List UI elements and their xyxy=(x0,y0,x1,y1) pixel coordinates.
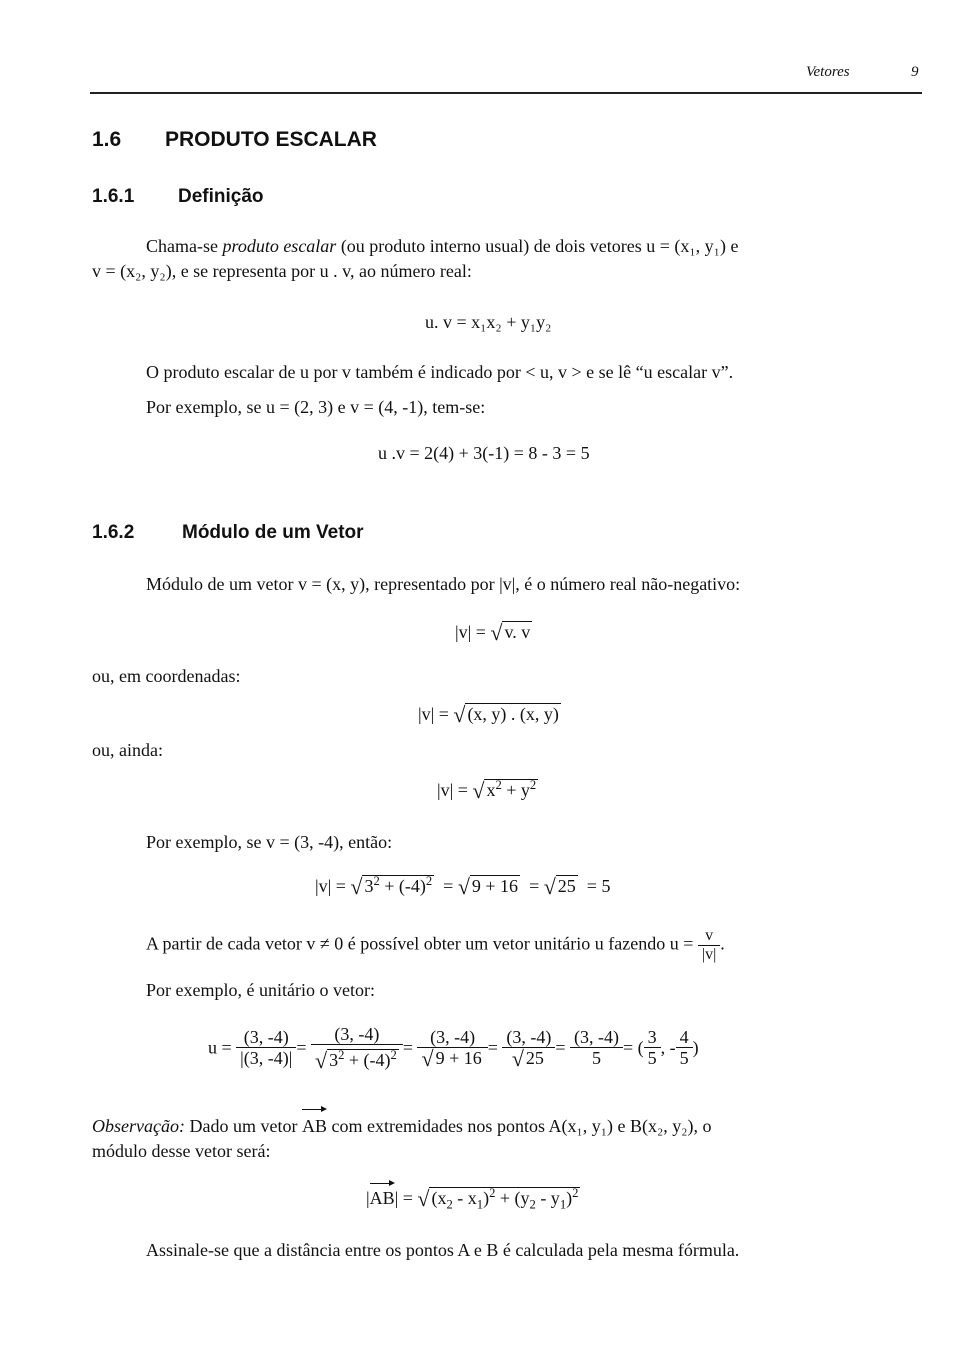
text-span: Chama-se xyxy=(146,236,218,256)
numerator: v xyxy=(698,927,720,946)
lhs: |v| = xyxy=(315,876,346,896)
lhs: u = xyxy=(208,1037,232,1058)
equation-dot-product: u. v = x₁x₂ + y₁y₂ xyxy=(425,312,552,332)
denominator: 5 xyxy=(647,1048,657,1068)
paragraph-modulo-def: Módulo de um vetor v = (x, y), representado por |v|, é o número real não-negativo: xyxy=(146,574,741,594)
paragraph-coordenadas: ou, em coordenadas: xyxy=(92,666,241,686)
equation-unit-vector: u = $\frac{(3, -4)}{|(3, -4)|}$ = $\frac{(3, -4)}{√ 3^2 + (-4)^2}$ = $\frac{(3, -4)}{√ 9 + 16}$ = $\frac{(3, -4)}{√ 25}$ = $\frac{(3, -4)}{5}$ = ( $\frac{3}{5}$ , - $\frac{4}{5}$ ) xyxy=(208,1024,699,1073)
sqrt-argument: 9 + 16 xyxy=(471,876,519,896)
subsection-title: Módulo de um Vetor xyxy=(182,522,364,543)
fraction xyxy=(236,1027,296,1068)
fraction: $\frac{(3, -4)}{√ 25}$ xyxy=(502,1027,555,1069)
equals: = xyxy=(529,876,540,896)
equation-example: u .v = 2(4) + 3(-1) = 8 - 3 = 5 xyxy=(378,443,590,463)
sqrt-argument: v. v xyxy=(504,622,531,642)
fraction: $\frac{(3, -4)}{√ 9 + 16}$ xyxy=(417,1027,487,1069)
result: = 5 xyxy=(586,876,611,896)
paragraph-observacao-line2: módulo desse vetor será: xyxy=(92,1141,271,1161)
vector-ab: AB xyxy=(369,1188,395,1208)
sqrt-argument: 9 + 16 xyxy=(435,1047,482,1068)
equation-modulo-example xyxy=(315,874,610,900)
denominator: |v| xyxy=(701,946,717,963)
sqrt: √ (x, y) . (x, y) xyxy=(453,702,559,727)
subsection-number: 1.6.2 xyxy=(92,522,135,543)
sqrt: √ $(x_2 - x_1)^2 + (y_2 - y_1)^2$ xyxy=(417,1186,579,1212)
lhs: |v| = xyxy=(455,622,486,642)
numerator: (3, -4) xyxy=(311,1024,403,1045)
sqrt: √ $3^2 + (-4)^2$ xyxy=(350,874,433,899)
paragraph-ainda: ou, ainda: xyxy=(92,740,163,760)
paragraph-example-unitario: Por exemplo, é unitário o vetor: xyxy=(146,980,375,1000)
running-header-title: Vetores xyxy=(806,64,850,80)
vector-ab: AB xyxy=(301,1116,327,1136)
definition-paragraph-line1 xyxy=(146,234,738,258)
sqrt: √ v. v xyxy=(490,620,531,645)
sqrt: √ $x^2 + y^2$ xyxy=(472,778,537,803)
fraction xyxy=(676,1027,693,1068)
sqrt: √ 9 + 16 xyxy=(457,874,519,899)
numerator: 3 xyxy=(644,1027,661,1048)
paragraph-unitario: A partir de cada vetor v ≠ 0 é possível obter um vetor unitário u fazendo u = $\frac{v}{|v|}$ . xyxy=(146,927,725,963)
sqrt-argument: 25 xyxy=(525,1047,544,1068)
text-span: (ou produto interno usual) de dois vetores u = (x₁, y₁) e xyxy=(340,236,739,256)
paragraph-example-v: Por exemplo, se v = (3, -4), então: xyxy=(146,832,393,852)
observacao-label: Observação: xyxy=(92,1116,185,1136)
numerator: (3, -4) xyxy=(502,1027,555,1048)
subsection-title: Definição xyxy=(178,186,264,207)
subsection-number: 1.6.1 xyxy=(92,186,135,207)
denominator: |(3, -4)| xyxy=(240,1048,293,1068)
sqrt-argument: (x, y) . (x, y) xyxy=(467,704,559,724)
fraction xyxy=(570,1027,623,1068)
denominator: 5 xyxy=(679,1048,689,1068)
paragraph-example: Por exemplo, se u = (2, 3) e v = (4, -1), tem-se: xyxy=(146,397,486,417)
equation-modulo-2 xyxy=(418,702,561,728)
sqrt-argument: 25 xyxy=(557,876,576,896)
fraction xyxy=(644,1027,661,1068)
fraction: $\frac{(3, -4)}{√ 3^2 + (-4)^2}$ xyxy=(311,1024,403,1071)
definition-paragraph-line2: v = (x₂, y₂), e se representa por u . v, ao número real: xyxy=(92,261,472,281)
lhs: |v| = xyxy=(418,704,449,724)
numerator: (3, -4) xyxy=(417,1027,487,1048)
equation-modulo-3 xyxy=(437,778,538,804)
numerator: (3, -4) xyxy=(236,1027,296,1048)
numerator: 4 xyxy=(676,1027,693,1048)
paragraph-notation: O produto escalar de u por v também é indicado por < u, v > e se lê “u escalar v”. xyxy=(146,362,734,382)
sqrt: √ 25 xyxy=(543,874,576,899)
equation-modulo-1 xyxy=(455,620,532,646)
lhs: |v| = xyxy=(437,780,468,800)
header-rule xyxy=(90,92,922,94)
denominator: 5 xyxy=(592,1048,601,1068)
equation-modulo-ab: |AB| = √ $(x_2 - x_1)^2 + (y_2 - y_1)^2$ xyxy=(366,1186,579,1212)
section-number: 1.6 xyxy=(92,128,122,151)
paragraph-distancia: Assinale-se que a distância entre os pontos A e B é calculada pela mesma fórmula. xyxy=(146,1240,740,1260)
text-span: com extremidades nos pontos A(x₁, y₁) e B(x₂, y₂), o xyxy=(331,1116,712,1136)
fraction-v-over-modv xyxy=(698,927,720,964)
page-number: 9 xyxy=(911,64,919,80)
paragraph-observacao-line1 xyxy=(92,1114,712,1138)
term-produto-escalar: produto escalar xyxy=(222,236,337,256)
text-span: Dado um vetor xyxy=(189,1116,298,1136)
numerator: (3, -4) xyxy=(570,1027,623,1048)
section-title: PRODUTO ESCALAR xyxy=(165,128,377,151)
text-span: A partir de cada vetor v ≠ 0 é possível obter um vetor unitário u fazendo u = xyxy=(146,933,694,954)
equals: = xyxy=(443,876,454,896)
